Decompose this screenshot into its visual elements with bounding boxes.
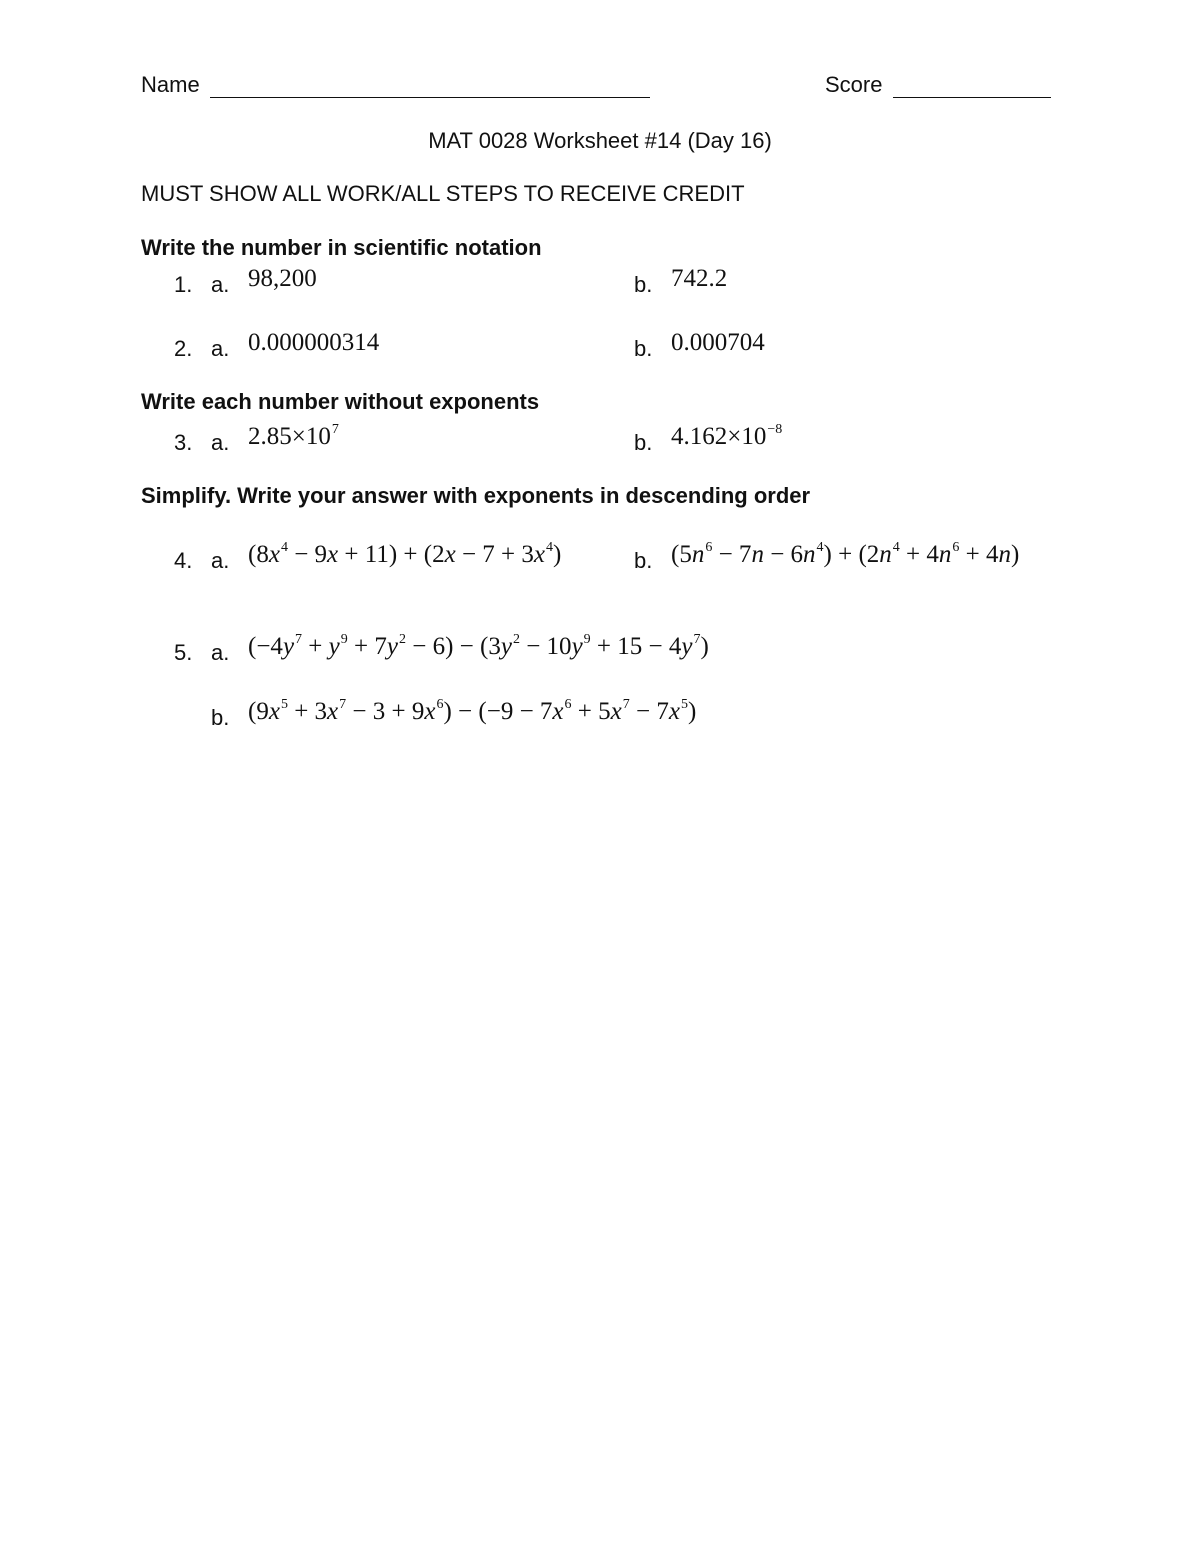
part-a-label: a. bbox=[211, 548, 230, 573]
score-field[interactable] bbox=[825, 72, 1051, 98]
problem-5a-expression: $(-4y^7 + y^9 + 7y^2 - 6) - (3y^2 - 10y^9 + 15 - 4y^7)$ bbox=[248, 632, 709, 660]
problem-4a-expression: $(8x^4 - 9x + 11) + (2x - 7 + 3x^4)$ bbox=[248, 540, 562, 568]
part-a-label: a. bbox=[211, 640, 230, 665]
instruction-text: MUST SHOW ALL WORK/ALL STEPS TO RECEIVE CREDIT bbox=[141, 181, 745, 206]
problem-4b-expression: $(5n^6 - 7n - 6n^4) + (2n^4 + 4n^6 + 4n)$ bbox=[671, 540, 1020, 568]
part-b-label: b. bbox=[211, 705, 230, 730]
problem-1a-value: 98,200 bbox=[248, 265, 317, 292]
part-a-label: a. bbox=[211, 336, 230, 361]
part-a-label: a. bbox=[211, 430, 230, 455]
problem-number: 2. bbox=[174, 336, 193, 361]
problem-number: 4. bbox=[174, 548, 193, 573]
page-title: MAT 0028 Worksheet #14 (Day 16) bbox=[428, 128, 772, 153]
problem-3b-value: $4.162\times 10^{-8}$ bbox=[671, 422, 783, 450]
score-blank-line[interactable] bbox=[893, 77, 1051, 98]
problem-number: 1. bbox=[174, 272, 193, 297]
problem-3a-value: $2.85\times 10^7$ bbox=[248, 422, 339, 450]
section-heading-simplify: Simplify. Write your answer with exponents in descending order bbox=[141, 483, 811, 508]
part-b-label: b. bbox=[634, 272, 653, 297]
part-b-label: b. bbox=[634, 548, 653, 573]
part-b-label: b. bbox=[634, 336, 653, 361]
name-label: Name bbox=[141, 72, 200, 97]
name-blank-line[interactable] bbox=[210, 77, 650, 98]
problem-number: 3. bbox=[174, 430, 193, 455]
score-label: Score bbox=[825, 72, 883, 97]
part-b-label: b. bbox=[634, 430, 653, 455]
problem-2b-value: 0.000704 bbox=[671, 329, 765, 356]
problem-1b-value: 742.2 bbox=[671, 265, 728, 292]
section-heading-scientific-notation: Write the number in scientific notation bbox=[141, 235, 542, 260]
section-heading-without-exponents: Write each number without exponents bbox=[141, 389, 540, 414]
name-field[interactable] bbox=[141, 72, 650, 98]
problem-number: 5. bbox=[174, 640, 193, 665]
part-a-label: a. bbox=[211, 272, 230, 297]
problem-5b-expression: $(9x^5 + 3x^7 - 3 + 9x^6) - (-9 - 7x^6 + 5x^7 - 7x^5)$ bbox=[248, 697, 697, 725]
problem-2a-value: 0.000000314 bbox=[248, 329, 380, 356]
